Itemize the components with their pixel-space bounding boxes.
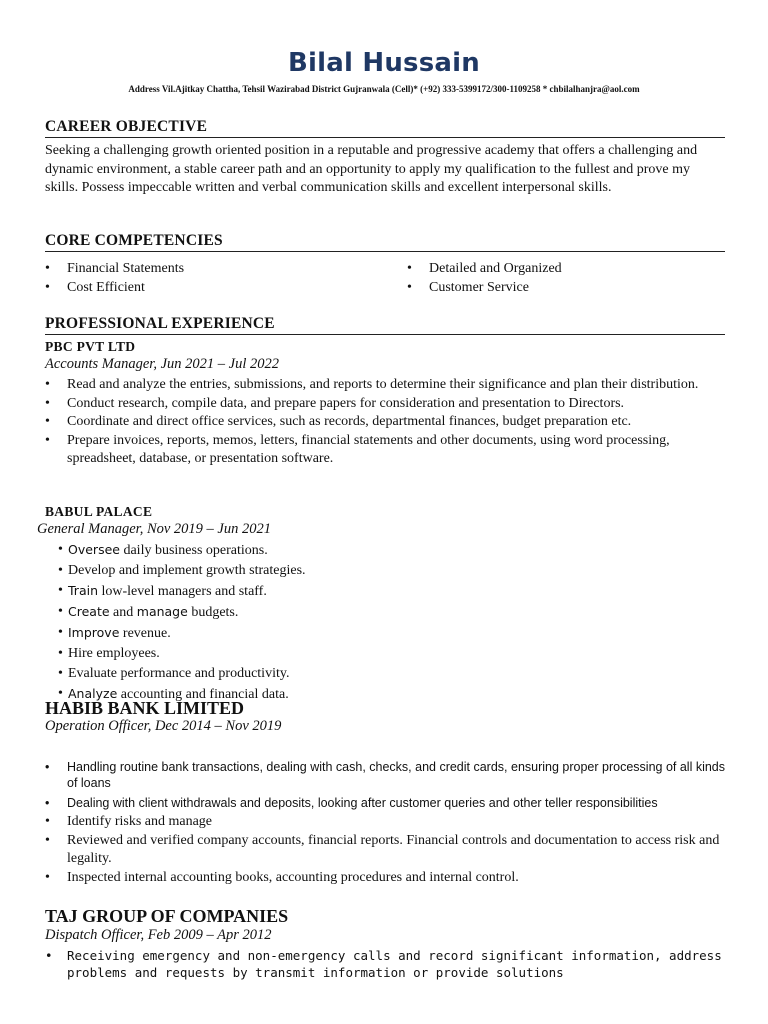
duty-item: • Conduct research, compile data, and prepare papers for consideration and presentation to Directors.	[45, 395, 725, 414]
duty-item: • Train low-level managers and staff.	[58, 581, 458, 602]
duty-item: • Coordinate and direct office services, such as records, departmental finances, budget preparation etc.	[45, 413, 725, 432]
duty-item: • Analyze accounting and financial data.	[58, 684, 458, 705]
duty-item: • Oversee daily business operations.	[58, 540, 458, 561]
competencies-left-column	[45, 259, 385, 297]
duty-item: • Identify risks and manage	[45, 813, 725, 832]
babul-duties-list	[58, 540, 458, 705]
duty-item: • Evaluate performance and productivity.	[58, 664, 458, 684]
duty-item: • Create and manage budgets.	[58, 602, 458, 623]
competency-item: • Customer Service	[407, 278, 727, 297]
candidate-name: Bilal Hussain	[288, 48, 480, 78]
duty-item: • Read and analyze the entries, submissions, and reports to determine their significance and plan their distribution.	[45, 376, 725, 395]
role-habib-bank: Operation Officer, Dec 2014 – Nov 2019	[45, 718, 282, 734]
duty-item: • Reviewed and verified company accounts, financial reports. Financial controls and documentation to access risk and legality.	[45, 832, 725, 869]
role-babul-palace: General Manager, Nov 2019 – Jun 2021	[37, 521, 271, 537]
duty-item: • Dealing with client withdrawals and deposits, looking after customer queries and other teller responsibilities	[45, 795, 725, 811]
section-professional-experience: PROFESSIONAL EXPERIENCE	[45, 315, 725, 335]
company-taj-group: TAJ GROUP OF COMPANIES	[45, 906, 289, 926]
duty-item: • Receiving emergency and non-emergency calls and record significant information, address problems and requests by transmit information or provide solutions	[45, 947, 725, 981]
pbc-duties-list	[45, 376, 725, 469]
contact-line: Address Vil.Ajitkay Chattha, Tehsil Wazirabad District Gujranwala (Cell)* (+92) 333-5399172/300-1109258 * chbilalhanjra@aol.com	[128, 84, 640, 94]
duty-item: • Hire employees.	[58, 644, 458, 664]
role-pbc: Accounts Manager, Jun 2021 – Jul 2022	[45, 356, 279, 372]
career-objective-text: Seeking a challenging growth oriented position in a reputable and progressive academy that offers a challenging and dynamic environment, a stable career path and an opportunity to apply my qualification to the fullest and prove my skills. Possess impeccable written and verbal communication skills and excellent interpersonal skills.	[45, 143, 698, 195]
duty-item: • Inspected internal accounting books, accounting procedures and internal control.	[45, 869, 725, 888]
taj-duties-list	[45, 947, 725, 981]
section-core-competencies: CORE COMPETENCIES	[45, 232, 725, 252]
duty-item: • Improve revenue.	[58, 623, 458, 644]
company-pbc: PBC PVT LTD	[45, 339, 136, 354]
company-babul-palace: BABUL PALACE	[45, 504, 153, 519]
role-taj-group: Dispatch Officer, Feb 2009 – Apr 2012	[45, 927, 272, 943]
duty-item: • Develop and implement growth strategies.	[58, 561, 458, 581]
duty-item: • Prepare invoices, reports, memos, letters, financial statements and other documents, using word processing, spreadsheet, database, or presentation software.	[45, 432, 725, 469]
competencies-right-column	[407, 259, 727, 297]
duty-item: • Handling routine bank transactions, dealing with cash, checks, and credit cards, ensuring proper processing of all kinds of loans	[45, 759, 725, 791]
habib-duties-list	[45, 759, 725, 887]
competency-item: • Detailed and Organized	[407, 259, 727, 278]
competency-item: • Cost Efficient	[45, 278, 385, 297]
company-habib-bank: HABIB BANK LIMITED	[45, 698, 245, 718]
competency-item: • Financial Statements	[45, 259, 385, 278]
section-career-objective: CAREER OBJECTIVE	[45, 118, 725, 138]
